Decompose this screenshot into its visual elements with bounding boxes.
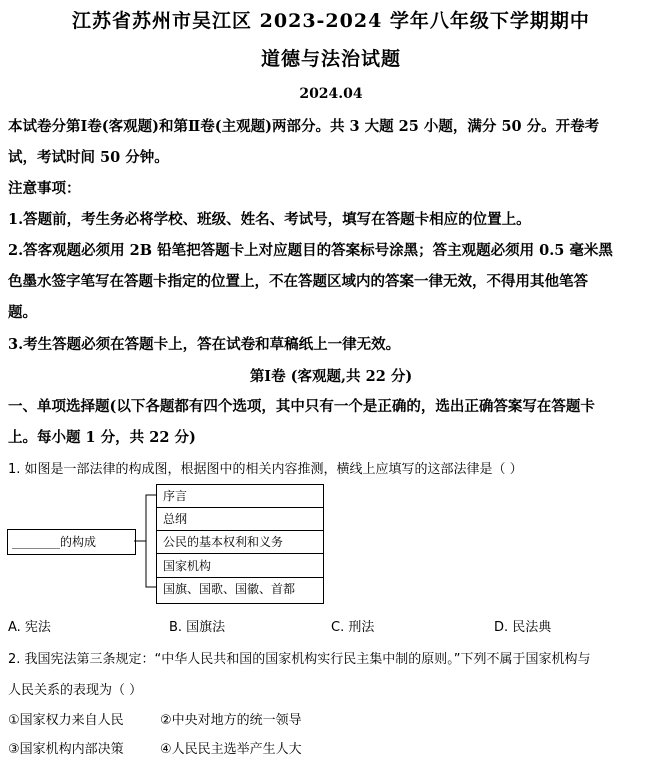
q1-option-c[interactable]: C. 刑法 [331,620,375,635]
q2-choice-4: ④人民民主选举产生人大 [160,742,302,757]
notice-item-2-line-3: 题。 [8,304,37,321]
diagram-item-national-symbols: 国旗、国歌、国徽、首都 [163,582,296,596]
q2-stem-line-1: 2. 我国宪法第三条规定：“中华人民共和国的国家机构实行民主集中制的原则。”下列不属于国家机构与 [8,652,591,667]
diagram-item-general-principles: 总纲 [157,508,323,531]
q2-stem-line-2: 人民关系的表现为（ ） [8,683,143,698]
q1-option-b[interactable]: B. 国旗法 [169,620,226,635]
section-1-heading-line-2: 上。每小题 1 分，共 22 分) [8,429,196,446]
diagram-items-table [156,484,324,604]
exam-date: 2024.04 [299,86,363,102]
notice-item-1: 1.答题前，考生务必将学校、班级、姓名、考试号，填写在答题卡相应的位置上。 [8,211,531,228]
q2-choice-2: ②中央对地方的统一领导 [160,713,302,728]
q1-option-d[interactable]: D. 民法典 [494,620,552,635]
diagram-root-label: ________的构成 [12,535,97,549]
diagram-item-state-organs: 国家机构 [157,555,323,578]
diagram-bracket [134,490,158,600]
section-1-title: 第Ⅰ卷 (客观题,共 22 分) [249,368,413,385]
notice-item-2-line-1: 2.答客观题必须用 2B 铅笔把答题卡上对应题目的答案标号涂黑；答主观题必须用 0.5 毫米黑 [8,242,613,259]
exam-title: 江苏省苏州市吴江区 2023-2024 学年八年级下学期期中 [72,10,590,32]
q2-choice-1: ①国家权力来自人民 [8,713,124,728]
q1-stem: 1. 如图是一部法律的构成图，根据图中的相关内容推测，横线上应填写的这部法律是（ ） [8,462,523,477]
notice-item-2-line-2: 色墨水签字笔写在答题卡指定的位置上，不在答题区域内的答案一律无效，不得用其他笔答 [8,273,588,290]
diagram-item-citizen-rights: 公民的基本权利和义务 [157,531,323,554]
diagram-root-box [7,529,136,555]
intro-line-2: 试，考试时间 50 分钟。 [8,149,169,166]
notice-heading: 注意事项： [8,180,81,197]
q1-option-a[interactable]: A. 宪法 [8,620,51,635]
exam-subject: 道德与法治试题 [260,48,401,70]
notice-item-3: 3.考生答题必须在答题卡上，答在试卷和草稿纸上一律无效。 [8,336,401,353]
q2-choice-3: ③国家机构内部决策 [8,742,124,757]
intro-line-1: 本试卷分第Ⅰ卷(客观题)和第Ⅱ卷(主观题)两部分。共 3 大题 25 小题，满分 50 分。开卷考 [8,118,600,135]
diagram-item-preamble: 序言 [157,485,323,508]
section-1-heading-line-1: 一、单项选择题(以下各题都有四个选项，其中只有一个是正确的，选出正确答案写在答题卡 [8,398,595,415]
